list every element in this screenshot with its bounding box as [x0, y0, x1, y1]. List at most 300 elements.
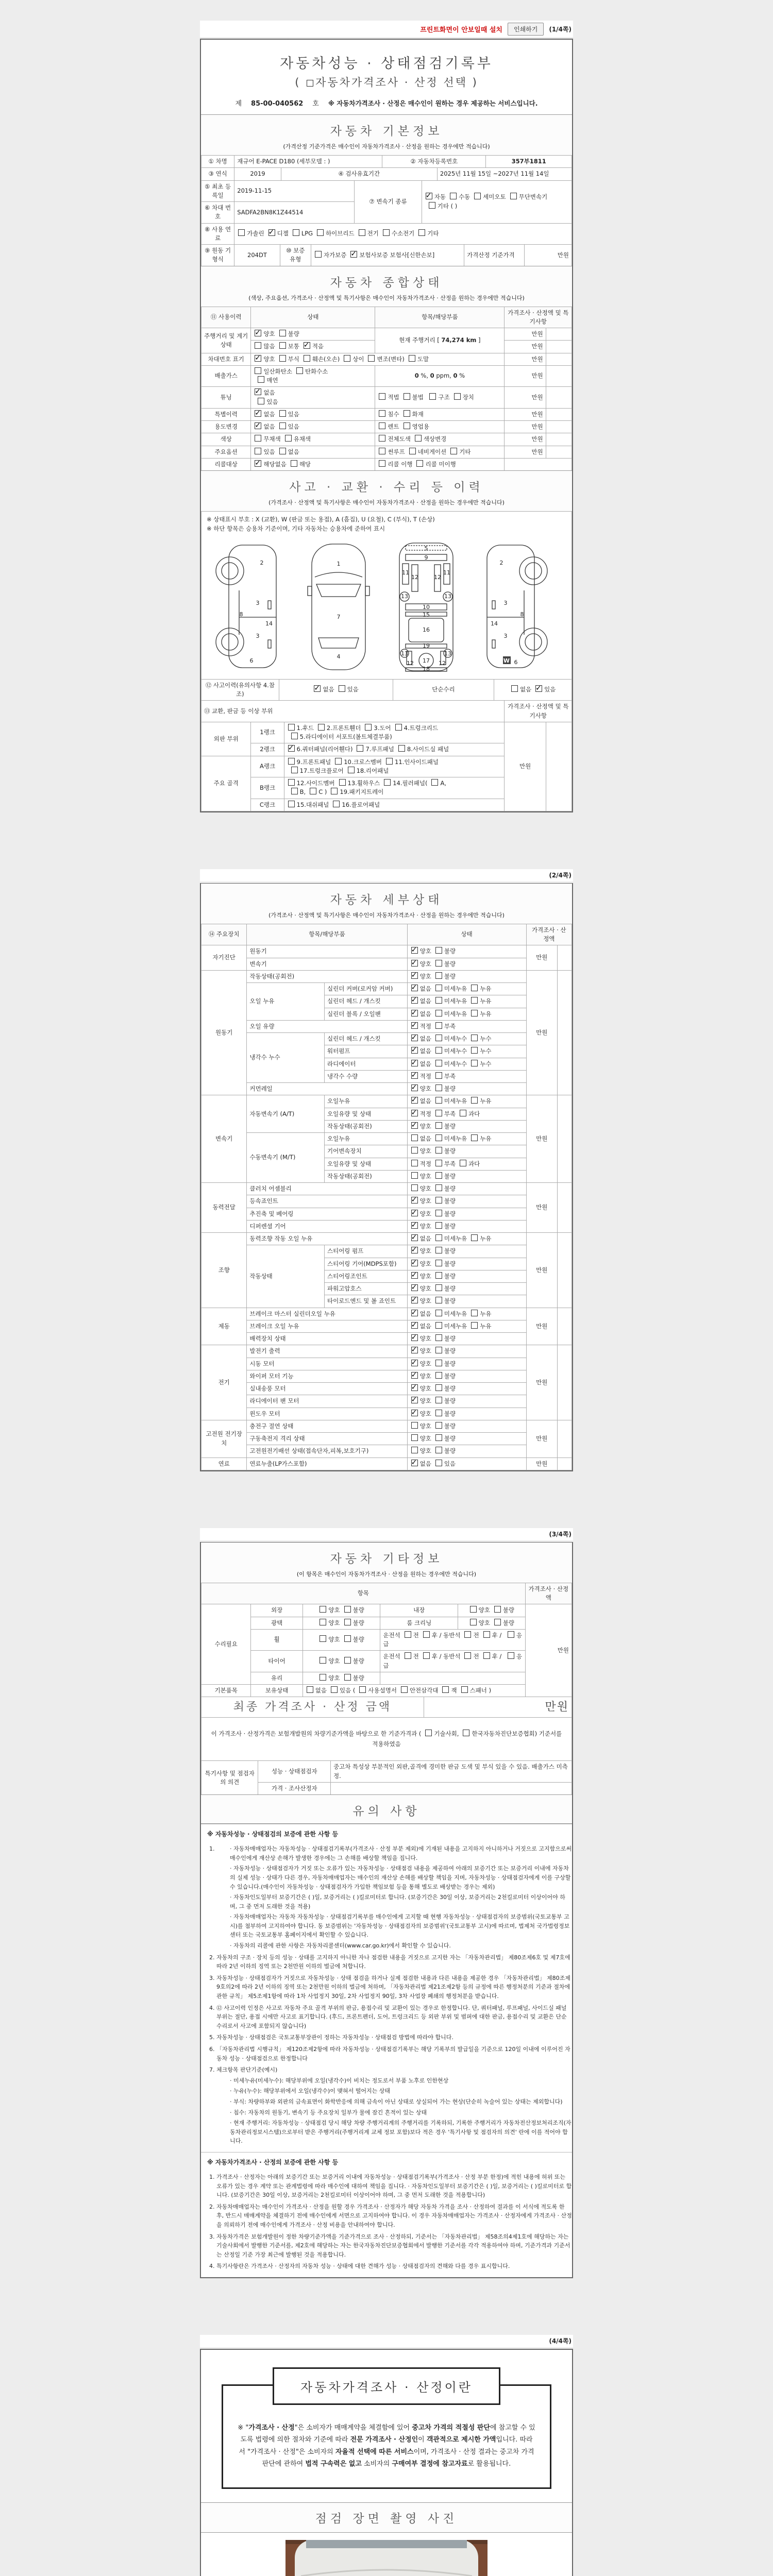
panel-number: 13: [401, 592, 408, 600]
checkbox[interactable]: [320, 1606, 326, 1613]
checkbox[interactable]: [386, 758, 393, 765]
checkbox[interactable]: [464, 1631, 471, 1638]
checkbox[interactable]: [255, 460, 261, 467]
checkbox[interactable]: [435, 1084, 442, 1091]
text: 불량: [352, 1674, 364, 1682]
panel-number: 3: [256, 599, 260, 606]
checkbox[interactable]: [258, 398, 264, 404]
checkbox[interactable]: [238, 229, 245, 236]
checkbox[interactable]: [411, 997, 418, 1004]
checkbox[interactable]: [279, 330, 286, 336]
text: ※ ": [238, 2424, 249, 2432]
checkbox[interactable]: [255, 388, 261, 395]
checkbox[interactable]: [344, 1606, 351, 1613]
checkbox[interactable]: [411, 1447, 418, 1453]
checkbox[interactable]: [470, 1619, 477, 1625]
checkbox[interactable]: [442, 1686, 449, 1693]
panel-number: 12: [439, 659, 446, 667]
table-cell: 냉각수 누수: [247, 1033, 325, 1083]
checkbox[interactable]: [344, 355, 350, 362]
checkbox[interactable]: [471, 985, 478, 991]
table-cell: [557, 1458, 572, 1470]
text: 적법: [388, 393, 399, 401]
checkbox[interactable]: [411, 1397, 418, 1403]
checkbox[interactable]: [435, 960, 442, 967]
checkbox[interactable]: [494, 1606, 501, 1613]
checkbox[interactable]: [288, 758, 295, 765]
table-cell: 브레이크 오일 누유: [247, 1320, 407, 1332]
checkbox[interactable]: [411, 1160, 418, 1166]
checkbox[interactable]: [350, 251, 357, 258]
checkbox[interactable]: [435, 1260, 442, 1266]
text: 영업용: [412, 423, 429, 430]
checkbox[interactable]: [344, 1657, 351, 1664]
checkbox[interactable]: [510, 193, 517, 199]
checkbox[interactable]: [435, 1434, 442, 1441]
checkbox[interactable]: [411, 1110, 418, 1116]
checkbox[interactable]: [315, 251, 322, 258]
checkbox[interactable]: [435, 1284, 442, 1291]
checkbox[interactable]: [435, 1097, 442, 1104]
notice-sub-item: · 부식: 차량하부와 외판의 금속표면이 화학반응에 의해 금속이 아닌 상태로 상실되어 가는 현상(단순히 녹슬어 있는 상태는 제외합니다): [230, 2097, 572, 2107]
checkbox[interactable]: [435, 1397, 442, 1403]
checkbox[interactable]: [379, 393, 385, 400]
checkbox[interactable]: [314, 685, 321, 692]
checkbox[interactable]: [435, 1060, 442, 1066]
checkbox[interactable]: [268, 229, 275, 236]
checkbox[interactable]: [411, 1097, 418, 1104]
checkbox[interactable]: [411, 1334, 418, 1341]
text: 전: [473, 1631, 479, 1639]
notice-item: 6. 「자동차관리법 시행규칙」 제120조제2항에 따라 자동차성능 · 상태점검기록부는 해당 기록부의 발급일을 기준으로 120일 이내에 이루어진 자동차 성능 · 상태점검으로 한정합니다: [216, 2045, 572, 2063]
checkbox[interactable]: [304, 342, 310, 349]
checkbox[interactable]: [435, 1234, 442, 1241]
table-cell: 작동상태(공회전): [247, 970, 407, 982]
checkbox[interactable]: [435, 1322, 442, 1329]
checkbox[interactable]: [435, 1172, 442, 1179]
checkbox[interactable]: [411, 1384, 418, 1391]
checkbox[interactable]: [426, 193, 432, 199]
table-cell: 실린더 헤드 / 개스킷: [324, 1033, 407, 1045]
checkbox[interactable]: [429, 202, 435, 209]
text: 양호: [419, 947, 431, 955]
checkbox[interactable]: [511, 685, 518, 692]
checkbox[interactable]: [368, 355, 375, 362]
text: 불량: [444, 1272, 456, 1280]
table-cell: [546, 433, 572, 446]
checkbox[interactable]: [335, 758, 342, 765]
checkbox[interactable]: [411, 1422, 418, 1429]
checkbox[interactable]: [409, 355, 415, 362]
checkbox[interactable]: [405, 1631, 411, 1638]
checkbox[interactable]: [279, 410, 286, 417]
checkbox[interactable]: [255, 422, 261, 429]
section-history-sub: (가격조사 · 산정액 및 특기사항은 매수인이 자동차가격조사 · 산정을 원하는 경우에만 적습니다): [268, 499, 505, 506]
checkbox[interactable]: [483, 1652, 490, 1659]
text: 양호: [419, 972, 431, 980]
checkbox[interactable]: [435, 1047, 442, 1054]
checkbox[interactable]: [398, 745, 405, 752]
checkbox[interactable]: [411, 1247, 418, 1253]
checkbox[interactable]: [285, 435, 292, 442]
table-cell: [458, 1617, 526, 1629]
checkbox[interactable]: [395, 724, 402, 731]
checkbox[interactable]: [454, 393, 461, 400]
checkbox[interactable]: [359, 229, 365, 236]
checkbox[interactable]: [255, 355, 261, 362]
checkbox[interactable]: [279, 342, 286, 349]
text: 불량: [352, 1606, 364, 1614]
checkbox[interactable]: [293, 229, 299, 236]
text: 10.크로스멤버: [344, 758, 382, 766]
text: 양호: [419, 1447, 431, 1455]
checkbox[interactable]: [435, 1147, 442, 1154]
checkbox[interactable]: [411, 1072, 418, 1079]
checkbox[interactable]: [464, 1652, 471, 1659]
checkbox[interactable]: [435, 1372, 442, 1379]
checkbox[interactable]: [474, 193, 481, 199]
checkbox[interactable]: [344, 1635, 351, 1642]
checkbox[interactable]: [418, 229, 425, 236]
table-cell: ④ 검사유효기간: [281, 168, 437, 180]
checkbox[interactable]: [508, 1631, 514, 1638]
checkbox[interactable]: [365, 724, 372, 731]
checkbox[interactable]: [411, 985, 418, 991]
car-damage-diagram: [201, 536, 572, 680]
checkbox[interactable]: [435, 1297, 442, 1303]
checkbox[interactable]: [411, 1147, 418, 1154]
text: 불량: [444, 1147, 456, 1155]
checkbox[interactable]: [255, 448, 261, 454]
checkbox[interactable]: [279, 355, 286, 362]
history-legend-basis: ※ 하단 항목은 승용차 기준이며, 기타 자동차는 승용차에 준하여 표시: [207, 525, 385, 533]
checkbox[interactable]: [255, 435, 261, 442]
checkbox[interactable]: [379, 435, 385, 442]
checkbox[interactable]: [471, 1047, 478, 1054]
table-cell: 리콜대상: [201, 458, 251, 470]
checkbox[interactable]: [320, 1635, 326, 1642]
checkbox[interactable]: [483, 1631, 490, 1638]
checkbox[interactable]: [471, 1134, 478, 1141]
checkbox[interactable]: [494, 1619, 501, 1625]
checkbox[interactable]: [333, 801, 340, 807]
checkbox[interactable]: [435, 1122, 442, 1129]
checkbox[interactable]: [435, 1222, 442, 1229]
checkbox[interactable]: [411, 1022, 418, 1029]
checkbox[interactable]: [291, 460, 297, 467]
text: 양호: [419, 1172, 431, 1180]
checkbox[interactable]: [331, 1686, 338, 1693]
checkbox[interactable]: [471, 997, 478, 1004]
checkbox[interactable]: [411, 1035, 418, 1041]
checkbox[interactable]: [288, 779, 295, 786]
checkbox[interactable]: [435, 947, 442, 954]
checkbox[interactable]: [411, 1310, 418, 1316]
table-cell: 휠: [251, 1629, 303, 1651]
checkbox[interactable]: [379, 448, 385, 454]
checkbox[interactable]: [471, 1310, 478, 1316]
checkbox[interactable]: [411, 1172, 418, 1179]
checkbox[interactable]: [435, 1460, 442, 1466]
table-cell: [557, 1095, 572, 1183]
checkbox[interactable]: [411, 1434, 418, 1441]
checkbox[interactable]: [379, 422, 385, 429]
table-cell: [407, 1145, 526, 1158]
checkbox[interactable]: [379, 410, 385, 417]
checkbox[interactable]: [291, 788, 298, 794]
checkbox[interactable]: [331, 788, 338, 794]
table-cell: 수리필요: [201, 1604, 251, 1685]
text: 수소전기: [391, 230, 415, 238]
checkbox[interactable]: [508, 1652, 514, 1659]
checkbox[interactable]: [411, 1047, 418, 1054]
panel-number: 15: [423, 611, 430, 618]
checkbox[interactable]: [471, 1234, 478, 1241]
checkbox[interactable]: [401, 1686, 408, 1693]
checkbox[interactable]: [435, 1247, 442, 1253]
text: 렌트: [388, 423, 399, 430]
checkbox[interactable]: [411, 1372, 418, 1379]
checkbox[interactable]: [411, 1360, 418, 1366]
checkbox[interactable]: [411, 1460, 418, 1466]
checkbox[interactable]: [359, 1686, 366, 1693]
checkbox[interactable]: [411, 1234, 418, 1241]
checkbox[interactable]: [411, 972, 418, 979]
checkbox[interactable]: [384, 779, 391, 786]
print-button[interactable]: 인쇄하기: [508, 23, 544, 36]
checkbox[interactable]: [423, 1631, 430, 1638]
checkbox[interactable]: [288, 801, 295, 807]
checkbox[interactable]: [404, 410, 410, 417]
checkbox[interactable]: [435, 997, 442, 1004]
checkbox[interactable]: [425, 1730, 432, 1736]
checkbox[interactable]: [320, 1674, 326, 1681]
checkbox[interactable]: [450, 193, 457, 199]
checkbox[interactable]: [460, 1110, 466, 1116]
table-cell: 만원: [505, 446, 546, 458]
checkbox[interactable]: [411, 1210, 418, 1216]
text: 침수: [388, 410, 399, 418]
diagram-panel-numbers: [240, 545, 524, 672]
checkbox[interactable]: [357, 745, 363, 752]
checkbox[interactable]: [435, 1210, 442, 1216]
checkbox[interactable]: [411, 1272, 418, 1279]
table-cell: [311, 245, 464, 266]
text: 불량: [444, 1085, 456, 1093]
table-cell: 가격조사 · 산정액 및 특기사항: [505, 701, 572, 722]
table-cell: 연료: [201, 1458, 247, 1470]
table-cell: [546, 446, 572, 458]
checkbox[interactable]: [379, 460, 385, 467]
checkbox[interactable]: [291, 733, 298, 739]
checkbox[interactable]: [435, 1410, 442, 1416]
checkbox[interactable]: [288, 745, 295, 752]
checkbox[interactable]: [471, 1322, 478, 1329]
checkbox[interactable]: [344, 1674, 351, 1681]
text: 불량: [444, 1347, 456, 1355]
checkbox[interactable]: [304, 355, 310, 362]
checkbox[interactable]: [471, 1097, 478, 1104]
checkbox[interactable]: [411, 1347, 418, 1353]
checkbox[interactable]: [339, 779, 346, 786]
section-basic-header: [201, 114, 572, 156]
checkbox[interactable]: [471, 1035, 478, 1041]
checkbox[interactable]: [411, 1284, 418, 1291]
panel-number: 13: [444, 592, 451, 600]
checkbox[interactable]: [291, 767, 298, 773]
table-cell: 가격 · 조사산정자: [258, 1782, 331, 1794]
checkbox[interactable]: [320, 1657, 326, 1664]
checkbox[interactable]: [435, 1197, 442, 1204]
checkbox[interactable]: [450, 448, 457, 454]
checkbox[interactable]: [411, 1184, 418, 1191]
table-cell: 구동축전지 격리 상태: [247, 1433, 407, 1445]
table-cell: 고전원전기배선 상태(접속단자,피복,보호기구): [247, 1445, 407, 1458]
checkbox[interactable]: [409, 448, 416, 454]
text: 기타: [427, 230, 439, 238]
checkbox[interactable]: [411, 1297, 418, 1303]
text: 무채색: [263, 435, 281, 443]
checkbox[interactable]: [435, 1272, 442, 1279]
text: 양호: [419, 1347, 431, 1355]
table-cell: 주요 골격: [201, 756, 251, 811]
checkbox[interactable]: [411, 1084, 418, 1091]
checkbox[interactable]: [431, 779, 438, 786]
text: 변조(변타): [377, 355, 405, 363]
table-cell: 클러치 어셈블리: [247, 1183, 407, 1195]
table-cell: [407, 1420, 526, 1432]
checkbox[interactable]: [435, 1334, 442, 1341]
checkbox[interactable]: [411, 947, 418, 954]
notice-item: 2. 자동차매매업자는 매수인이 가격조사 · 산정을 원할 경우 가격조사 · 산정자가 해당 자동차 가격을 조사 · 산정하여 결과를 이 서식에 적도록 한 후, 반드시 매매계약을 체결하기 전에 매수인에게 서면으로 고지하여야 합니다. 이 경우 자동차매매업자는 가격조사 · 산정자에게 가격조사 · 산정을 의뢰하기 전에 매수인에게 가격조사 · 산정 비용을 안내하여야 합니다.: [216, 2202, 572, 2230]
checkbox[interactable]: [435, 1447, 442, 1453]
checkbox[interactable]: [435, 1134, 442, 1141]
checkbox[interactable]: [435, 1310, 442, 1316]
checkbox[interactable]: [411, 1322, 418, 1329]
table-cell: 만원: [525, 1604, 572, 1697]
checkbox[interactable]: [405, 1652, 411, 1659]
checkbox[interactable]: [470, 1606, 477, 1613]
checkbox[interactable]: [255, 342, 261, 349]
checkbox[interactable]: [339, 685, 345, 692]
checkbox[interactable]: [310, 788, 316, 794]
checkbox[interactable]: [279, 448, 286, 454]
checkbox[interactable]: [404, 422, 410, 429]
text: 불량: [352, 1619, 364, 1626]
checkbox[interactable]: [435, 1360, 442, 1366]
checkbox[interactable]: [255, 330, 261, 336]
checkbox[interactable]: [415, 435, 422, 442]
checkbox[interactable]: [416, 460, 423, 467]
text: 적정: [419, 1022, 431, 1030]
text: 불량: [502, 1619, 515, 1626]
checkbox[interactable]: [435, 1422, 442, 1429]
section-caution-title: 유의 사항: [352, 1805, 421, 1819]
checkbox[interactable]: [411, 1197, 418, 1204]
checkbox[interactable]: [307, 1686, 313, 1693]
text: 미세누유: [444, 997, 467, 1005]
checkbox[interactable]: [461, 1686, 468, 1693]
checkbox[interactable]: [435, 1035, 442, 1041]
text: 양호: [478, 1606, 490, 1614]
text: 양호: [328, 1606, 340, 1614]
table-cell: [284, 722, 505, 743]
checkbox[interactable]: [471, 1010, 478, 1016]
checkbox[interactable]: [317, 229, 324, 236]
table-cell: 실린더 블록 / 오일팬: [324, 1008, 407, 1020]
checkbox[interactable]: [404, 393, 410, 400]
checkbox[interactable]: [435, 1347, 442, 1353]
checkbox[interactable]: [411, 1060, 418, 1066]
checkbox[interactable]: [279, 422, 286, 429]
checkbox[interactable]: [307, 80, 313, 87]
checkbox[interactable]: [435, 972, 442, 979]
text: 불량: [352, 1636, 364, 1643]
checkbox[interactable]: [471, 1060, 478, 1066]
page-indicator-2-bar: [200, 869, 573, 882]
table-cell: 타이어: [251, 1651, 303, 1672]
checkbox[interactable]: [411, 1222, 418, 1229]
checkbox[interactable]: [463, 1730, 469, 1736]
checkbox[interactable]: [255, 367, 261, 374]
checkbox[interactable]: [435, 1110, 442, 1116]
table-cell: 라디에이터: [324, 1058, 407, 1070]
checkbox[interactable]: [435, 1072, 442, 1079]
table-cell: 변속기: [247, 958, 407, 970]
table-cell: 디퍼렌셜 기어: [247, 1220, 407, 1232]
text: 불량: [444, 1385, 456, 1393]
checkbox[interactable]: [535, 685, 542, 692]
text: 과다: [468, 1160, 480, 1167]
checkbox[interactable]: [460, 1160, 466, 1166]
text: 양호: [419, 1397, 431, 1405]
checkbox[interactable]: [435, 985, 442, 991]
checkbox[interactable]: [318, 724, 325, 731]
checkbox[interactable]: [435, 1160, 442, 1166]
checkbox[interactable]: [296, 367, 303, 374]
table-cell: [303, 1685, 525, 1697]
notice-item: 1. 가격조사 · 산정자는 아래의 보증기간 또는 보증거리 이내에 자동차성능 · 상태점검기록부(가격조사 · 산정 부분 한정)에 적힌 내용에 허위 또는 오류가 있는 경우 계약 또는 관계법령에 따라 매수인에 대하여 책임을 집니다. · 자동차인도일부터 보증기간은 ( )일, 보증거리는 ( )킬로미터로 합니다. (보증기간은 30일 이상, 보증거리는 2천킬로미터 이상이어야 하며, 그 중 먼저 도래한 것을 적용합니다): [216, 2173, 572, 2200]
checkbox[interactable]: [411, 1134, 418, 1141]
checkbox[interactable]: [423, 1652, 430, 1659]
checkbox[interactable]: [411, 1410, 418, 1416]
checkbox[interactable]: [435, 1010, 442, 1016]
checkbox[interactable]: [429, 393, 436, 400]
checkbox[interactable]: [344, 1619, 351, 1625]
checkbox[interactable]: [383, 229, 390, 236]
text: 불량: [444, 947, 456, 955]
notice-item: 2. 자동차의 구조 · 장치 등의 성능 · 상태를 고지하지 아니한 자나 점검한 내용을 거짓으로 고지한 자는 「자동차관리법」 제80조제6호 및 제7호에 따라 2년 이하의 징역 또는 2천만원 이하의 벌금에 처합니다.: [216, 1953, 572, 1971]
text: 미세누수: [444, 1060, 467, 1067]
checkbox[interactable]: [258, 376, 264, 383]
checkbox[interactable]: [435, 1022, 442, 1029]
text: 14.필러패널(: [393, 779, 428, 787]
checkbox[interactable]: [411, 1122, 418, 1129]
photo-section-header: [201, 2502, 572, 2533]
checkbox[interactable]: [411, 960, 418, 967]
checkbox[interactable]: [255, 410, 261, 417]
checkbox[interactable]: [435, 1384, 442, 1391]
table-cell: 204DT: [234, 245, 280, 266]
checkbox[interactable]: [348, 767, 355, 773]
checkbox[interactable]: [411, 1010, 418, 1016]
checkbox[interactable]: [288, 724, 295, 731]
checkbox[interactable]: [411, 1260, 418, 1266]
table-cell: [234, 156, 382, 168]
table-cell: [557, 1308, 572, 1345]
checkbox[interactable]: [435, 1184, 442, 1191]
checkbox[interactable]: [320, 1619, 326, 1625]
